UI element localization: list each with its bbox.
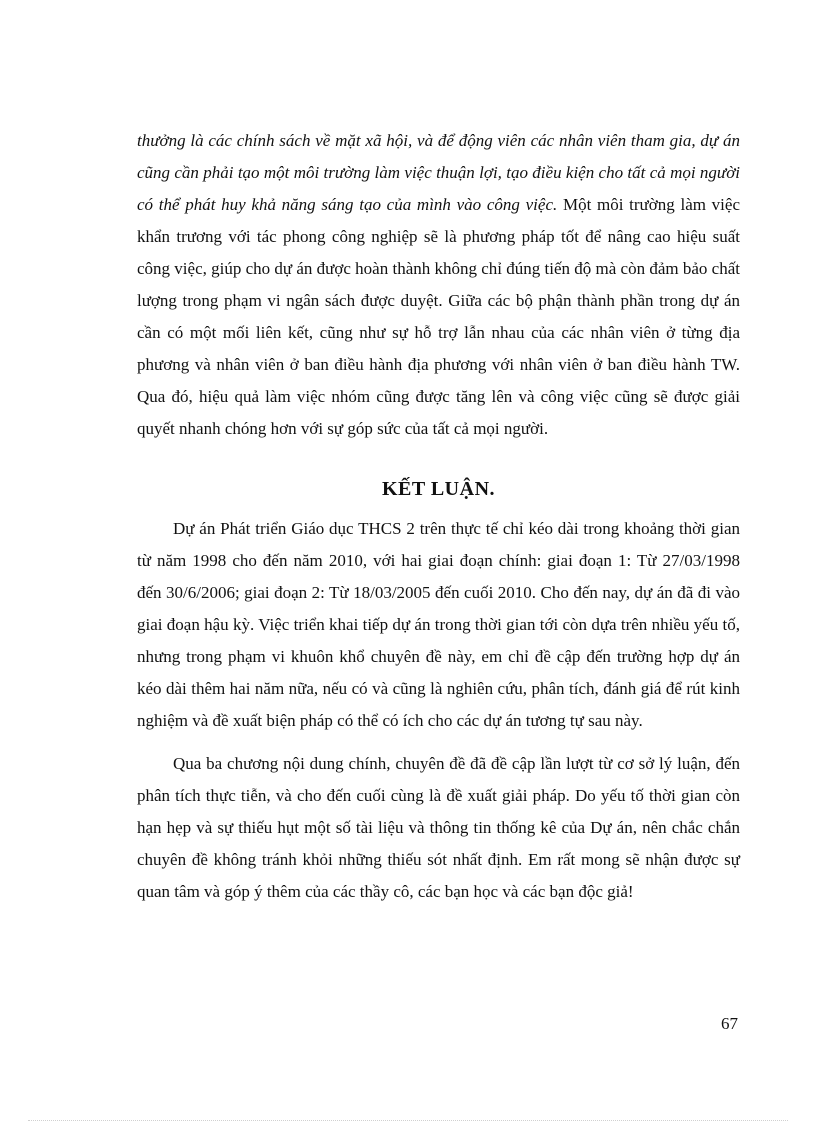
italic-lead-text: thưởng là các chính sách về mặt xã hội, và để động viên các nhân viên tham gia, dự án cũng cần phải tạo một môi trường làm việc thuận lợi, tạo điều kiện cho tất cả mọi người có thể phát huy khả năng sáng tạo của mình vào công việc.: [137, 131, 740, 214]
conclusion-paragraph-2: Qua ba chương nội dung chính, chuyên đề đã đề cập lần lượt từ cơ sở lý luận, đến phân tích thực tiễn, và cho đến cuối cùng là đề xuất giải pháp. Do yếu tố thời gian còn hạn hẹp và sự thiếu hụt một số tài liệu và thông tin thống kê của Dự án, nên chắc chắn chuyên đề không tránh khỏi những thiếu sót nhất định. Em rất mong sẽ nhận được sự quan tâm và góp ý thêm của các thầy cô, các bạn học và các bạn độc giả!: [137, 754, 740, 901]
page-bottom-divider: [28, 1120, 788, 1121]
conclusion-paragraph-1: Dự án Phát triển Giáo dục THCS 2 trên thực tế chỉ kéo dài trong khoảng thời gian từ năm 1998 cho đến năm 2010, với hai giai đoạn chính: giai đoạn 1: Từ 27/03/1998 đến 30/6/2006; giai đoạn 2: Từ 18/03/2005 đến cuối 2010. Cho đến nay, dự án đã đi vào giai đoạn hậu kỳ. Việc triển khai tiếp dự án trong thời gian tới còn dựa trên nhiều yếu tố, nhưng trong phạm vi khuôn khổ chuyên đề này, em chỉ đề cập đến trường hợp dự án kéo dài thêm hai năm nữa, nếu có và cũng là nghiên cứu, phân tích, đánh giá để rút kinh nghiệm và đề xuất biện pháp có thể có ích cho các dự án tương tự sau này.: [137, 519, 740, 730]
paragraph-body-text: Một môi trường làm việc khẩn trương với tác phong công nghiệp sẽ là phương pháp tốt để nâng cao hiệu suất công việc, giúp cho dự án được hoàn thành không chỉ đúng tiến độ mà còn đảm bảo chất lượng trong phạm vi ngân sách được duyệt. Giữa các bộ phận thành phần trong dự án cần có một mối liên kết, cũng như sự hỗ trợ lẫn nhau của các nhân viên ở từng địa phương và nhân viên ở ban điều hành địa phương với nhân viên ở ban điều hành TW. Qua đó, hiệu quả làm việc nhóm cũng được tăng lên và công việc cũng sẽ được giải quyết nhanh chóng hơn với sự góp sức của tất cả mọi người.: [137, 195, 740, 438]
paragraph-continuation: [137, 125, 740, 445]
section-heading: KẾT LUẬN.: [381, 478, 496, 500]
page-number: 67: [721, 1014, 738, 1033]
